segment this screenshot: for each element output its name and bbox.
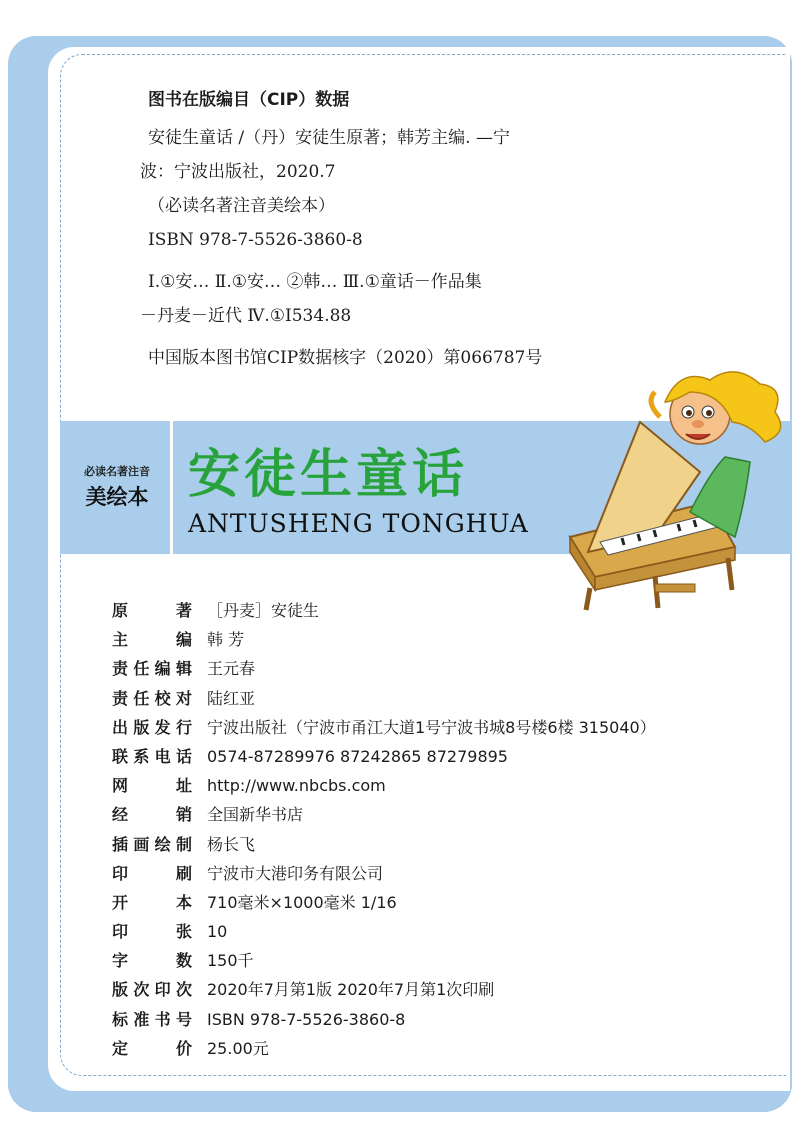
info-label: 责任编辑	[112, 659, 192, 679]
info-label: 定价	[112, 1038, 192, 1058]
info-row	[112, 888, 792, 917]
cip-title: 图书在版编目（CIP）数据	[148, 90, 350, 110]
info-value: 宁波出版社（宁波市甬江大道1号宁波书城8号楼6楼 315040）	[207, 717, 656, 737]
info-label: 出版发行	[112, 717, 192, 737]
info-label: 插画绘制	[112, 834, 192, 854]
series-name: 必读名著注音	[84, 465, 150, 478]
info-value: 150千	[207, 951, 254, 971]
cip-line: －丹麦－近代 Ⅳ.①I534.88	[140, 306, 352, 326]
info-value: 710毫米×1000毫米 1/16	[207, 892, 397, 912]
piano-character-illustration	[560, 362, 790, 612]
info-row	[112, 684, 792, 713]
info-value: 韩 芳	[207, 630, 245, 650]
info-value: 2020年7月第1版 2020年7月第1次印刷	[207, 980, 495, 1000]
info-value: http://www.nbcbs.com	[207, 776, 386, 796]
info-row	[112, 946, 792, 975]
info-label: 印刷	[112, 863, 192, 883]
info-label: 印张	[112, 922, 192, 942]
info-label: 主编	[112, 630, 192, 650]
info-row	[112, 625, 792, 654]
info-row	[112, 800, 792, 829]
info-value: 全国新华书店	[207, 805, 304, 825]
info-row	[112, 975, 792, 1004]
cip-line: 安徒生童话 /（丹）安徒生原著；韩芳主编. —宁	[148, 128, 510, 148]
info-row	[112, 713, 792, 742]
info-row	[112, 596, 792, 625]
series-subtitle: 美绘本	[85, 485, 149, 509]
info-value: 杨长飞	[207, 834, 256, 854]
cip-line: 中国版本图书馆CIP数据核字（2020）第066787号	[148, 348, 543, 368]
info-value: 王元春	[207, 659, 256, 679]
info-label: 标准书号	[112, 1009, 192, 1029]
info-label: 责任校对	[112, 688, 192, 708]
info-value: 25.00元	[207, 1038, 269, 1058]
info-value: ［丹麦］安徒生	[207, 601, 320, 620]
cip-line: 波：宁波出版社，2020.7	[140, 162, 336, 182]
info-value: 10	[207, 922, 228, 942]
info-value: 宁波市大港印务有限公司	[207, 863, 384, 883]
info-value: 陆红亚	[207, 688, 256, 708]
info-label: 联系电话	[112, 746, 192, 766]
info-row	[112, 771, 792, 800]
info-label: 原著	[112, 601, 192, 620]
book-title: 安徒生童话	[188, 445, 469, 505]
cip-line: ISBN 978-7-5526-3860-8	[148, 230, 363, 250]
info-value: ISBN 978-7-5526-3860-8	[207, 1009, 406, 1029]
info-label: 网址	[112, 776, 192, 796]
info-row	[112, 917, 792, 946]
publication-info	[112, 596, 792, 1063]
cip-block	[140, 83, 660, 375]
book-title-pinyin: ANTUSHENG TONGHUA	[188, 509, 529, 538]
info-row	[112, 654, 792, 683]
info-row	[112, 1005, 792, 1034]
info-row	[112, 859, 792, 888]
info-value: 0574-87289976 87242865 87279895	[207, 746, 508, 766]
info-label: 开本	[112, 892, 192, 912]
info-row	[112, 830, 792, 859]
info-label: 经销	[112, 805, 192, 825]
cip-line: Ⅰ.①安… Ⅱ.①安… ②韩… Ⅲ.①童话－作品集	[148, 272, 482, 292]
info-label: 字数	[112, 951, 192, 971]
info-row	[112, 742, 792, 771]
info-row	[112, 1034, 792, 1063]
info-label: 版次印次	[112, 980, 192, 1000]
cip-line: （必读名著注音美绘本）	[148, 196, 335, 216]
